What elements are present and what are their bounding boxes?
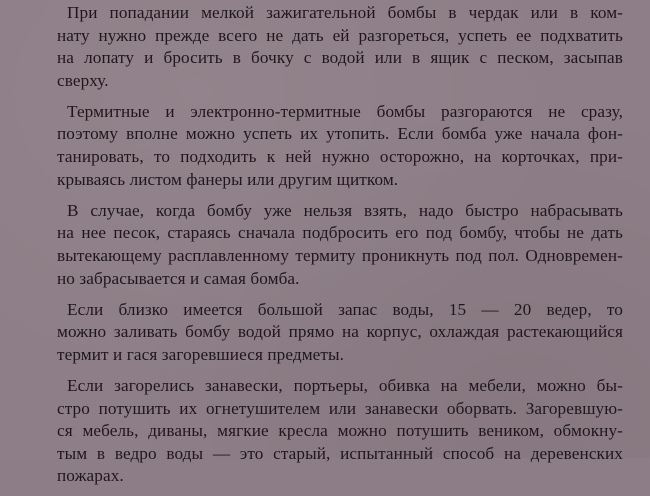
paragraph-4 — [57, 299, 623, 367]
paragraph-4-line-1: Если близко имеется большой запас воды, 15 — 20 ведер, то — [67, 299, 623, 319]
paragraph-3-line-1: В случае, когда бомбу уже нельзя взять, надо быстро набрасывать — [67, 200, 623, 220]
document-body — [57, 2, 623, 496]
paragraph-4-line-2: можно заливать бомбу водой прямо на корпус, охлаждая растекающийся — [57, 322, 623, 342]
paragraph-5-line-5: пожарах. — [57, 466, 124, 486]
paragraph-2-line-4: крываясь листом фанеры или другим щитком. — [57, 169, 399, 189]
paragraph-1-line-1: При попадании мелкой зажигательной бомбы в чердак или в ком- — [67, 3, 623, 22]
paragraph-3-line-3: вытекающему расплавленному термиту проникнуть под пол. Одновремен- — [57, 245, 623, 265]
paragraph-3-line-2: на нее песок, стараясь сначала подбросить его под бомбу, чтобы не дать — [57, 223, 623, 243]
paragraph-2-line-3: танировать, то подходить к ней нужно осторожно, на корточках, при- — [57, 147, 623, 167]
paragraph-4-line-3: термит и гася загоревшиеся предметы. — [57, 344, 345, 364]
paragraph-3 — [57, 200, 623, 290]
paragraph-1 — [57, 2, 623, 92]
paragraph-3-line-4: но забрасывается и самая бомба. — [57, 268, 300, 288]
paragraph-2-line-1: Термитные и электронно-термитные бомбы разгораются не сразу, — [67, 101, 623, 121]
paragraph-5-line-2: стро потушить их огнетушителем или занавески оборвать. Загоревшую- — [57, 398, 623, 418]
paragraph-2-line-2: поэтому вполне можно успеть их утопить. Если бомба уже начала фон- — [57, 124, 623, 144]
paragraph-1-line-4: сверху. — [57, 70, 109, 90]
paragraph-5-line-4: тым в ведро воды — это старый, испытанный способ на деревенских — [57, 443, 623, 463]
paragraph-1-line-2: нату нужно прежде всего не дать ей разгореться, успеть ее подхватить — [57, 25, 623, 45]
paragraph-1-line-3: на лопату и бросить в бочку с водой или в ящик с песком, засыпав — [57, 48, 623, 68]
paragraph-2 — [57, 101, 623, 191]
paragraph-5-line-3: ся мебель, диваны, мягкие кресла можно потушить веником, обмокну- — [57, 421, 623, 441]
paragraph-5-line-1: Если загорелись занавески, портьеры, обивка на мебели, можно бы- — [67, 375, 623, 395]
paragraph-5 — [57, 375, 623, 488]
